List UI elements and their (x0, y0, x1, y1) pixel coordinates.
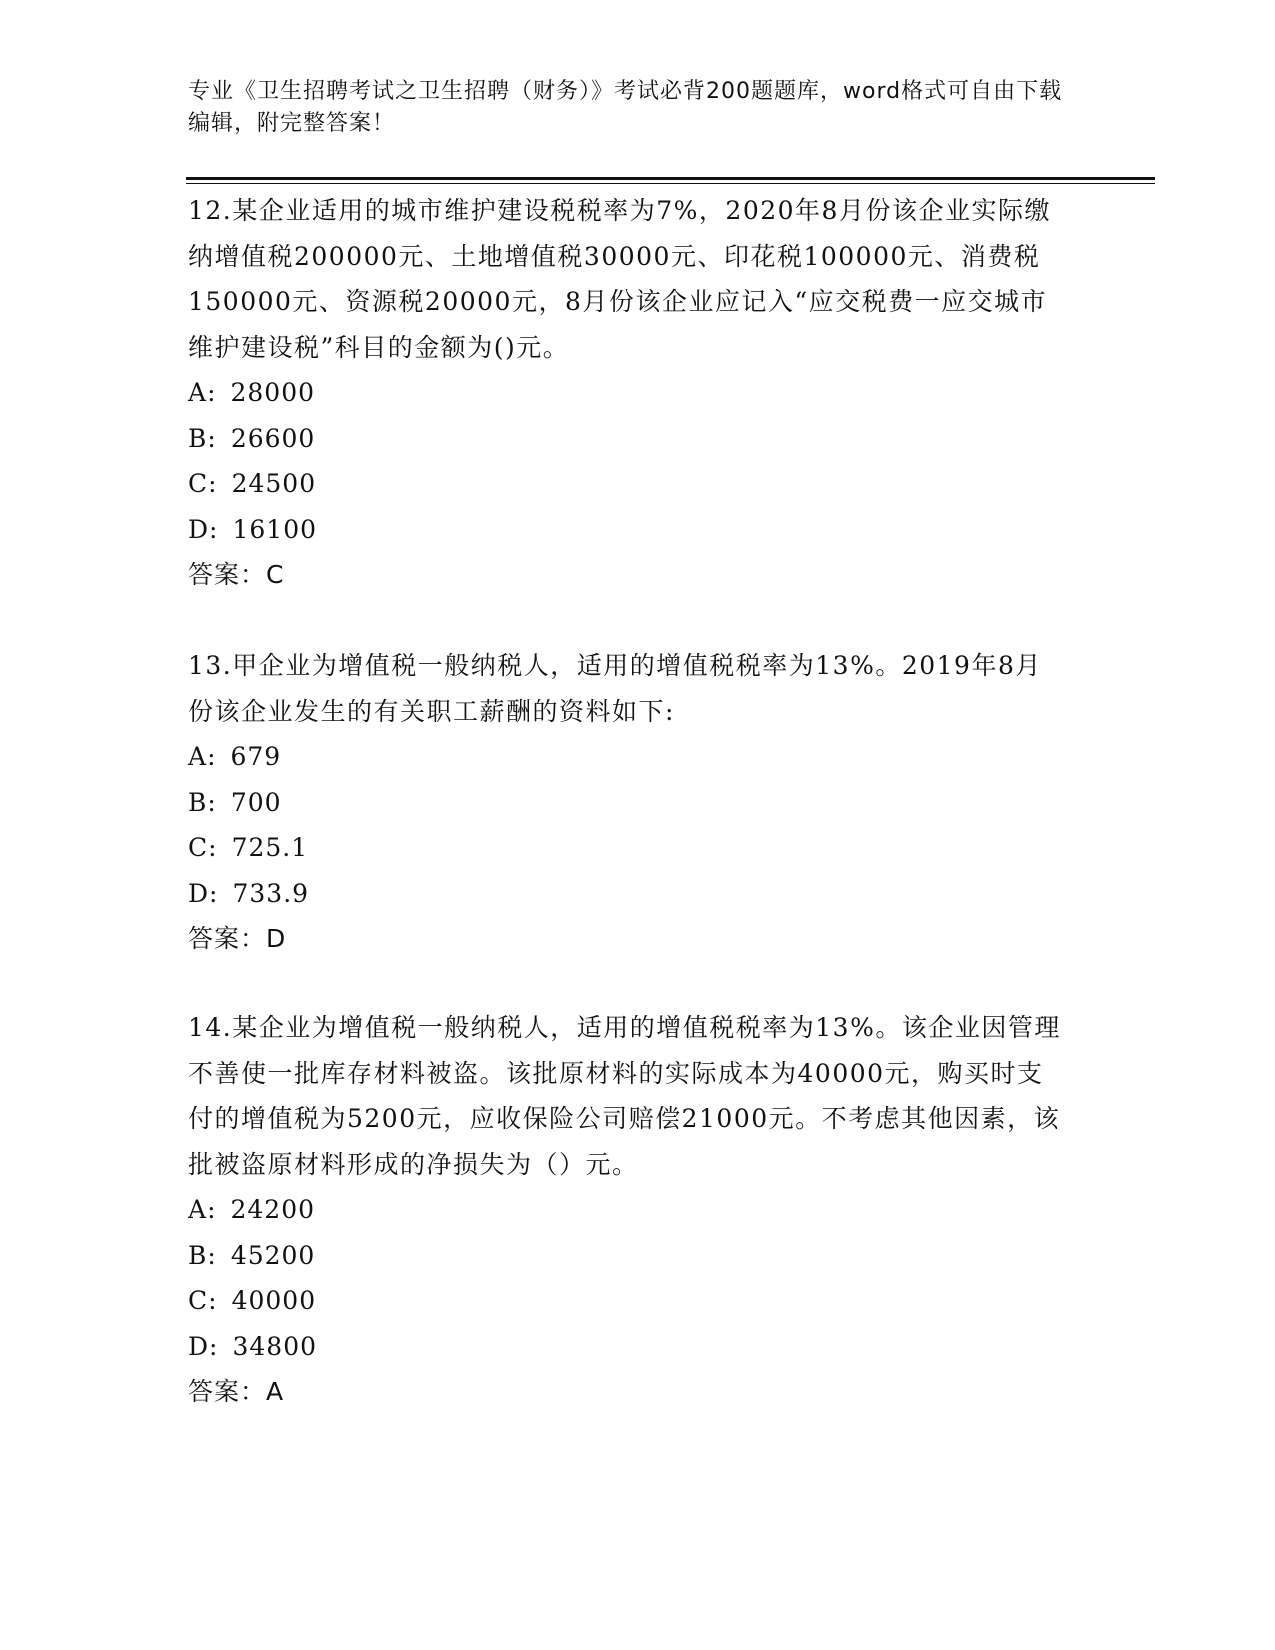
option-text: 45200 (230, 1240, 316, 1270)
option-separator: : (207, 423, 217, 453)
question-stem: 13.甲企业为增值税一般纳税人，适用的增值税税率为13%。2019年8月份该企业发生的有关职工薪酬的资料如下: (188, 651, 1042, 726)
option-a (188, 370, 1088, 416)
question-12 (188, 188, 1088, 598)
option-text: 34800 (232, 1331, 318, 1361)
option-letter: D (188, 514, 210, 544)
option-separator: : (207, 1240, 217, 1270)
answer-line: 答案：D (188, 924, 287, 953)
option-letter: A (188, 378, 208, 407)
option-d (188, 507, 1088, 553)
option-letter: C (188, 1286, 209, 1315)
option-text: 24500 (231, 469, 317, 498)
option-letter: C (188, 469, 209, 498)
option-text: 40000 (231, 1286, 317, 1315)
option-letter: A (188, 742, 208, 771)
header-divider-thick (186, 177, 1155, 180)
option-separator: : (207, 378, 217, 407)
option-text: 24200 (230, 1195, 316, 1224)
option-separator: : (209, 878, 219, 908)
option-separator: : (207, 787, 217, 817)
header-divider-thin (186, 183, 1155, 184)
option-a (188, 734, 1088, 780)
option-separator: : (209, 514, 219, 544)
option-b (188, 780, 1088, 826)
option-separator: : (208, 469, 218, 498)
option-text: 16100 (232, 514, 318, 544)
option-separator: : (207, 1195, 217, 1224)
document-header: 专业《卫生招聘考试之卫生招聘（财务）》考试必背200题题库，word格式可自由下载编辑，附完整答案！ (188, 79, 1063, 136)
option-letter: B (188, 1240, 208, 1270)
option-letter: A (188, 1195, 208, 1224)
option-letter: D (188, 878, 210, 908)
answer-line: 答案：A (188, 1377, 285, 1406)
option-separator: : (209, 1331, 219, 1361)
option-separator: : (208, 1286, 218, 1315)
option-letter: D (188, 1331, 210, 1361)
answer-line: 答案：C (188, 560, 285, 589)
option-c (188, 825, 1088, 871)
option-text: 679 (230, 742, 282, 771)
option-d (188, 871, 1088, 917)
option-c (188, 1278, 1088, 1324)
option-text: 700 (230, 787, 282, 817)
option-letter: C (188, 833, 209, 862)
option-b (188, 1233, 1088, 1279)
option-c (188, 461, 1088, 507)
option-separator: : (208, 833, 218, 862)
question-14 (188, 1005, 1088, 1415)
option-d (188, 1324, 1088, 1370)
question-13 (188, 643, 1088, 962)
option-letter: B (188, 423, 208, 453)
option-text: 26600 (230, 423, 316, 453)
option-a (188, 1187, 1088, 1233)
option-text: 725.1 (231, 833, 309, 862)
option-separator: : (207, 742, 217, 771)
option-letter: B (188, 787, 208, 817)
option-b (188, 416, 1088, 462)
question-stem: 12.某企业适用的城市维护建设税税率为7%，2020年8月份该企业实际缴纳增值税200000元、土地增值税30000元、印花税100000元、消费税150000元、资源税20000元，8月份该企业应记入“应交税费一应交城市维护建设税”科目的金额为()元。 (188, 196, 1051, 362)
option-text: 28000 (230, 378, 316, 407)
question-stem: 14.某企业为增值税一般纳税人，适用的增值税税率为13%。该企业因管理不善使一批库存材料被盗。该批原材料的实际成本为40000元，购买时支付的增值税为5200元，应收保险公司赔偿21000元。不考虑其他因素，该批被盗原材料形成的净损失为（）元。 (188, 1013, 1061, 1179)
option-text: 733.9 (232, 878, 310, 908)
